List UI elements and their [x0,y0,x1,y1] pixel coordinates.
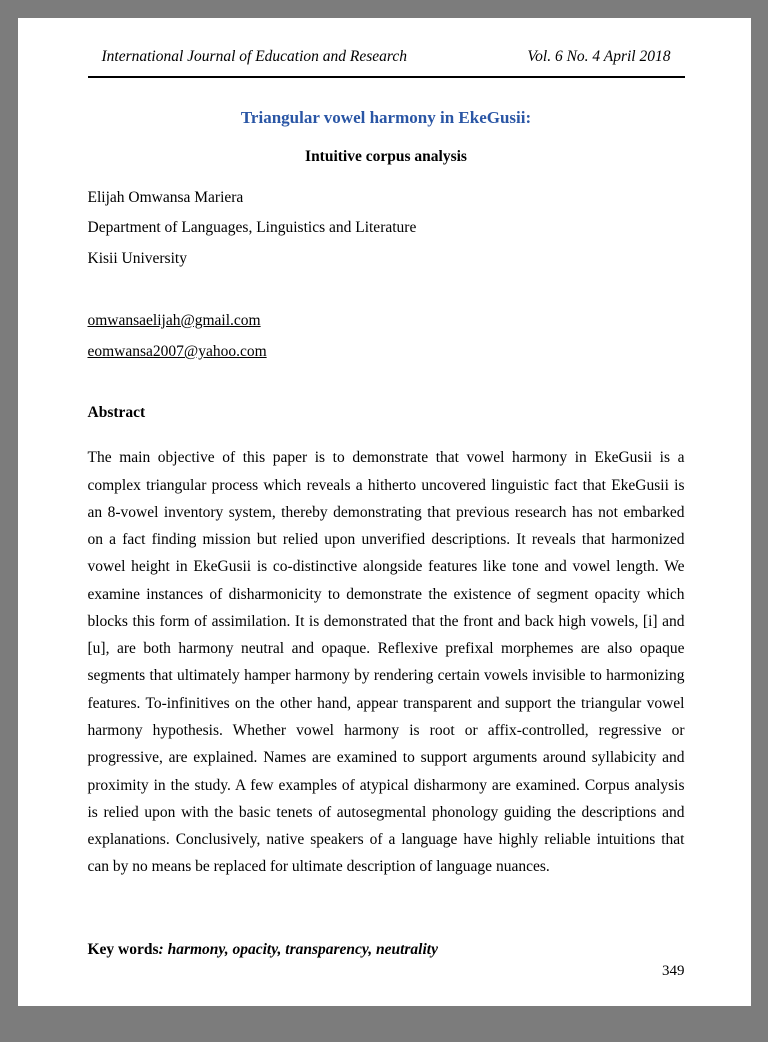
keywords-value: : harmony, opacity, transparency, neutrality [158,940,438,958]
email-block [88,313,685,361]
keywords-label: Key words [87,940,159,958]
paper-title: Triangular vowel harmony in EkeGusii: [240,108,532,127]
author-name: Elijah Omwansa Mariera [87,189,244,206]
journal-name: International Journal of Education and Research [101,48,408,65]
document-page [18,18,751,1006]
email-link-gmail[interactable]: omwansaelijah@gmail.com [87,311,261,329]
author-block [88,190,685,267]
journal-header [88,44,685,78]
page-number: 349 [662,963,685,979]
author-university: Kisii University [87,249,187,267]
paper-subtitle: Intuitive corpus analysis [305,148,467,165]
email-link-yahoo[interactable]: eomwansa2007@yahoo.com [87,343,267,361]
email-line [88,313,685,329]
abstract-body: The main objective of this paper is to demonstrate that vowel harmony in EkeGusii is a complex triangular process which reveals a hitherto uncovered linguistic fact that EkeGusii is an 8-vowel inventory system, thereby demonstrating that previous research has not embarked on a fact finding mission but relied upon unverified descriptions. It reveals that harmonized vowel height in EkeGusii is co-distinctive alongside features like tone and vowel length. We examine instances of disharmonicity to demonstrate the existence of segment opacity which blocks this form of assimilation. It is demonstrated that the front and back high vowels, [i] and [u], are both harmony neutral and opaque. Reflexive prefixal morphemes are also opaque segments that ultimately hamper harmony by rendering certain vowels invisible to harmonizing features. To-infinitives on the other hand, appear transparent and support the triangular vowel harmony hypothesis. Whether vowel harmony is root or affix-controlled, regressive or progressive, are explained. Names are examined to support arguments around syllabicity and proximity in the study. A few examples of atypical disharmony are examined. Corpus analysis is relied upon with the basic tenets of autosegmental phonology guiding the descriptions and explanations. Conclusively, native speakers of a language have highly reliable intuitions that can by no means be replaced for ultimate description of language nuances. [87,449,685,876]
issue-info: Vol. 6 No. 4 April 2018 [527,48,671,65]
author-department: Department of Languages, Linguistics and Literature [87,219,417,237]
keywords-line [88,941,685,959]
abstract-heading: Abstract [87,404,146,422]
email-line [88,344,685,360]
